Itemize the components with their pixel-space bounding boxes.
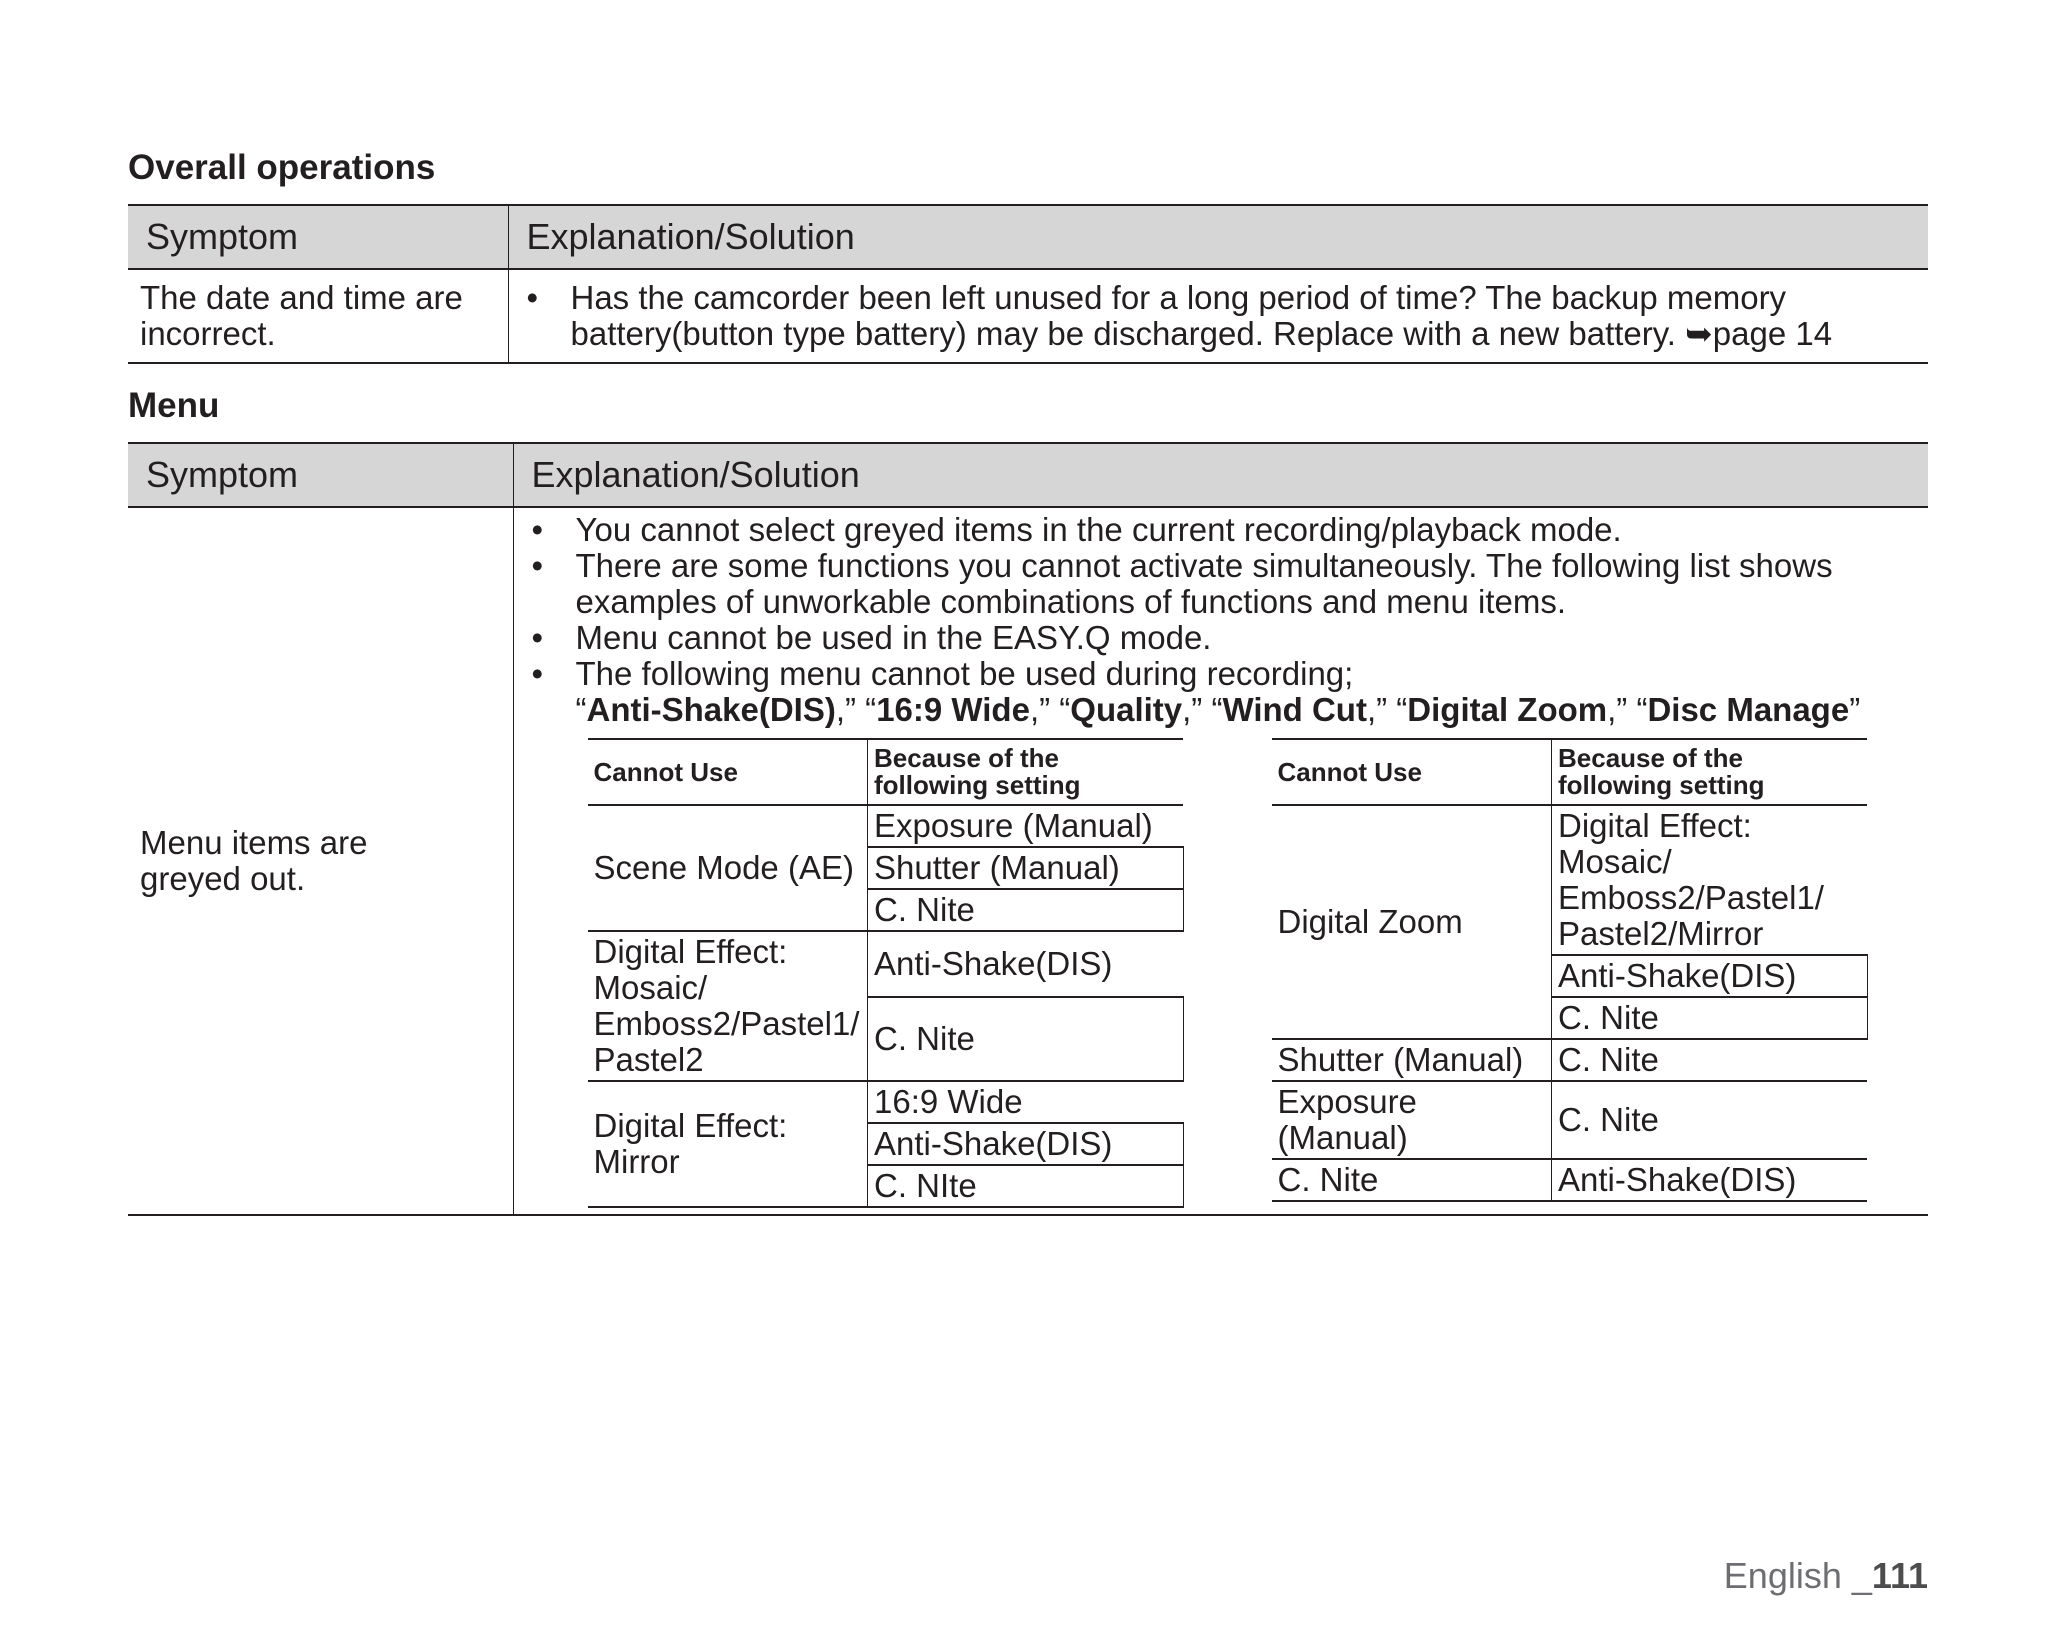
- quoted-item: Quality: [1070, 691, 1183, 728]
- because-cell: Anti-Shake(DIS): [868, 931, 1184, 997]
- symptom-cell: Menu items are greyed out.: [128, 507, 513, 1215]
- because-cell: C. Nite: [1552, 997, 1868, 1039]
- because-header: Because of the following setting: [1552, 739, 1868, 805]
- because-header: Because of the following setting: [868, 739, 1184, 805]
- because-cell: Digital Effect: Mosaic/ Emboss2/Pastel1/ Pastel2/Mirror: [1552, 805, 1868, 955]
- list-item: • There are some functions you cannot activate simultaneously. The following list shows examples of unworkable combinations of functions and menu items.: [528, 548, 1917, 620]
- explanation-cell: [508, 269, 1928, 363]
- cannot-use-header: Cannot Use: [1272, 739, 1552, 805]
- overall-operations-title: Overall operations: [128, 148, 436, 187]
- symptom-header: Symptom: [128, 443, 513, 507]
- table-row: [128, 507, 1928, 1215]
- quoted-item: 16:9 Wide: [876, 691, 1030, 728]
- because-cell: Shutter (Manual): [868, 847, 1184, 889]
- cannot-use-cell: C. Nite: [1272, 1159, 1552, 1201]
- overall-operations-table: [128, 204, 1928, 364]
- quoted-item: Disc Manage: [1647, 691, 1850, 728]
- table-row: [1272, 1039, 1868, 1081]
- menu-table: [128, 442, 1928, 1216]
- because-cell: Anti-Shake(DIS): [1552, 955, 1868, 997]
- cannot-use-header: Cannot Use: [588, 739, 868, 805]
- explanation-list: [523, 280, 1917, 352]
- cannot-use-cell: Digital Effect: Mosaic/ Emboss2/Pastel1/ Pastel2: [588, 931, 868, 1081]
- list-item-text: The following menu cannot be used during recording;: [575, 655, 1354, 692]
- explanation-header: Explanation/Solution: [513, 443, 1928, 507]
- because-cell: Anti-Shake(DIS): [1552, 1159, 1868, 1201]
- table-row: [588, 931, 1184, 997]
- table-row: [1272, 1159, 1868, 1201]
- because-cell: C. NIte: [868, 1165, 1184, 1207]
- list-item: • Has the camcorder been left unused for a long period of time? The backup memory battery(button type battery) may be discharged. Replace with a new battery. ➥page 14: [523, 280, 1917, 352]
- sub-header-row: [1272, 739, 1868, 805]
- list-item: • Menu cannot be used in the EASY.Q mode.: [528, 620, 1917, 656]
- left-combination-table: [588, 738, 1184, 1208]
- table-header-row: [128, 205, 1928, 269]
- explanation-header: Explanation/Solution: [508, 205, 1928, 269]
- list-item: [528, 656, 1917, 728]
- cannot-use-cell: Exposure (Manual): [1272, 1081, 1552, 1159]
- cannot-use-cell: Shutter (Manual): [1272, 1039, 1552, 1081]
- explanation-cell: [513, 507, 1928, 1215]
- page-footer: [1724, 1555, 1928, 1597]
- because-cell: Anti-Shake(DIS): [868, 1123, 1184, 1165]
- cannot-use-cell: Digital Zoom: [1272, 805, 1552, 1039]
- quoted-menu-items: “Anti-Shake(DIS),” “16:9 Wide,” “Quality,” “Wind Cut,” “Digital Zoom,” “Disc Manage”: [575, 691, 1861, 728]
- table-row: [588, 1081, 1184, 1123]
- page-number: 111: [1871, 1555, 1928, 1596]
- sub-header-row: [588, 739, 1184, 805]
- menu-title: Menu: [128, 386, 220, 425]
- symptom-header: Symptom: [128, 205, 508, 269]
- quoted-item: Wind Cut: [1222, 691, 1367, 728]
- because-cell: C. Nite: [1552, 1081, 1868, 1159]
- footer-language: English _: [1723, 1555, 1872, 1596]
- table-row: [1272, 805, 1868, 955]
- cannot-use-cell: Digital Effect: Mirror: [588, 1081, 868, 1207]
- because-cell: 16:9 Wide: [868, 1081, 1184, 1123]
- table-row: [588, 805, 1184, 847]
- table-row: [1272, 1081, 1868, 1159]
- quoted-item: Anti-Shake(DIS): [586, 691, 836, 728]
- because-cell: C. Nite: [868, 889, 1184, 931]
- combination-tables: [588, 738, 1917, 1208]
- because-cell: Exposure (Manual): [868, 805, 1184, 847]
- cannot-use-cell: Scene Mode (AE): [588, 805, 868, 931]
- table-header-row: [128, 443, 1928, 507]
- because-cell: C. Nite: [868, 997, 1184, 1081]
- list-item: • You cannot select greyed items in the current recording/playback mode.: [528, 512, 1917, 548]
- symptom-cell: The date and time are incorrect.: [128, 269, 508, 363]
- table-row: [128, 269, 1928, 363]
- right-combination-table: [1272, 738, 1868, 1202]
- because-cell: C. Nite: [1552, 1039, 1868, 1081]
- explanation-list: [528, 512, 1917, 728]
- quoted-item: Digital Zoom: [1407, 691, 1608, 728]
